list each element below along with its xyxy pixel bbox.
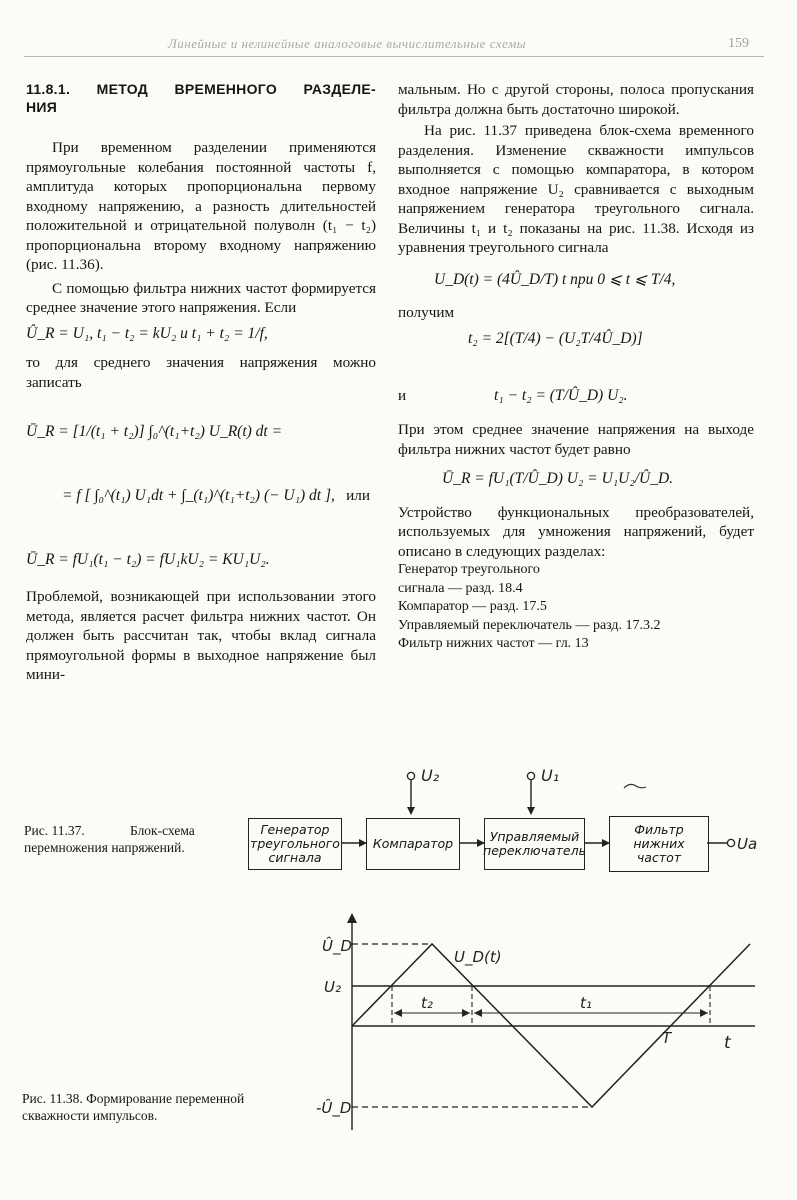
reference-item: сигнала — разд. 18.4 bbox=[398, 580, 523, 596]
block-line: Компаратор bbox=[372, 836, 454, 851]
output-label: Ua bbox=[737, 835, 758, 853]
right-equation-1: U_D(t) = (4Û_D/T) t при 0 ⩽ t ⩽ T/4, bbox=[434, 270, 676, 288]
running-title: Линейные и нелинейные аналоговые вычислительные схемы bbox=[168, 36, 527, 51]
left-equation-2a: Ū_R = [1/(t₁ + t₂)] ∫₀^(t₁+t₂) U_R(t) dt = bbox=[26, 423, 283, 440]
reference-item: Фильтр нижних частот — гл. 13 bbox=[398, 636, 589, 651]
block-line: Управляемый bbox=[489, 829, 580, 844]
left-paragraph-2: С помощью фильтра нижних частот формируется среднее значение этого напряжения. Если bbox=[26, 279, 376, 316]
u1-label: U₁ bbox=[541, 766, 560, 785]
block-triangle-generator bbox=[248, 818, 342, 870]
right-equation-4: Ū_R = fU₁(T/Û_D) U₂ = U₁U₂/Û_D. bbox=[442, 470, 674, 487]
caption-rest: перемножения напряжений. bbox=[24, 840, 185, 855]
ud-hat-label: Û_D bbox=[322, 937, 353, 955]
reference-item: Управляемый переключатель — разд. 17.3.2 bbox=[398, 617, 661, 633]
right-paragraph-4: При этом среднее значение напряжения на выходе фильтра нижних частот будет равно bbox=[398, 421, 754, 458]
scan-mark bbox=[624, 784, 646, 788]
period-label: T bbox=[662, 1029, 672, 1047]
figure-11-38-waveform bbox=[300, 900, 770, 1140]
block-line: Генератор bbox=[260, 822, 330, 837]
block-line: нижних bbox=[633, 836, 685, 851]
left-paragraph-1: При временном разделении применяются прямоугольные колебания постоянной частоты f, амплитуда которых пропорциональна первому входному напряжению, а разность длительностей положительной и отрицательной полуволн (t₁ − t₂) пропорциональна второму входному напряжению (рис. 11.36). bbox=[26, 139, 376, 273]
caption-number: Рис. 11.37. bbox=[24, 823, 85, 838]
block-line: сигнала bbox=[268, 850, 322, 865]
block-lowpass-filter bbox=[609, 816, 709, 872]
neg-ud-hat-label: -Û_D bbox=[316, 1099, 352, 1117]
right-paragraph-2: На рис. 11.37 приведена блок-схема временного разделения. Изменение скважности импульсов выполняется с помощью компаратора, в котором входное напряжение U₂ сравнивается с выходным напряжением генератора треугольного сигнала. Величины t₁ и t₂ показаны на рис. 11.38. Исходя из уравнения треугольного сигнала bbox=[398, 122, 754, 256]
output-terminal bbox=[727, 839, 734, 846]
block-comparator bbox=[366, 818, 460, 870]
block-controlled-switch bbox=[484, 818, 585, 870]
left-paragraph-4: Проблемой, возникающей при использовании этого метода, является расчет фильтра нижних частот. Он должен быть рассчитан так, чтобы вклад сигнала прямоугольной формы в выходное напряжение был мини- bbox=[26, 588, 376, 683]
left-equation-3: Ū_R = fU₁(t₁ − t₂) = fU₁kU₂ = KU₁U₂. bbox=[26, 550, 270, 568]
page-number: 159 bbox=[728, 36, 749, 51]
block-line: треугольного bbox=[250, 836, 340, 851]
time-axis-label: t bbox=[724, 1033, 731, 1053]
block-line: частот bbox=[636, 850, 682, 865]
left-paragraph-3: то для среднего значения напряжения можно записать bbox=[26, 354, 376, 391]
u2-terminal bbox=[407, 772, 414, 779]
left-equation-2b: = f [ ∫₀^(t₁) U₁dt + ∫_(t₁)^(t₁+t₂) (− U₁) dt ], bbox=[62, 486, 335, 504]
right-paragraph-3: получим bbox=[398, 304, 455, 321]
reference-item: Компаратор — разд. 17.5 bbox=[398, 599, 547, 614]
u2-axis-label: U₂ bbox=[324, 978, 341, 996]
u1-terminal bbox=[527, 772, 534, 779]
block-line: переключатель bbox=[483, 843, 586, 858]
block-line: Фильтр bbox=[634, 822, 684, 837]
t2-label: t₂ bbox=[421, 994, 433, 1012]
left-equation-1: Û_R = U₁, t₁ − t₂ = kU₂ и t₁ + t₂ = 1/f, bbox=[26, 324, 268, 342]
right-equation-3: t₁ − t₂ = (T/Û_D) U₂. bbox=[494, 387, 628, 404]
t1-label: t₁ bbox=[580, 994, 592, 1012]
left-equation-2b-or: или bbox=[346, 486, 370, 504]
right-equation-3-and: и bbox=[398, 387, 407, 404]
caption-head: Блок-схема bbox=[130, 823, 195, 838]
right-equation-2: t₂ = 2[(T/4) − (U₂T/4Û_D)] bbox=[468, 329, 643, 347]
right-paragraph-1: мальным. Но с другой стороны, полоса пропускания фильтра должна быть достаточно широкой. bbox=[398, 81, 754, 118]
figure-11-38-caption: Рис. 11.38. Формирование переменной скважности импульсов. bbox=[22, 1091, 245, 1123]
curve-label: U_D(t) bbox=[454, 948, 502, 966]
reference-item: Генератор треугольного bbox=[398, 562, 540, 577]
u2-label: U₂ bbox=[421, 766, 440, 785]
right-paragraph-5: Устройство функциональных преобразователей, используемых для умножения напряжений, будет описано в следующих разделах: bbox=[398, 503, 754, 560]
section-title-line1: 11.8.1. МЕТОД ВРЕМЕННОГО РАЗДЕЛЕ- bbox=[26, 81, 376, 97]
section-title-line2: НИЯ bbox=[26, 99, 58, 115]
